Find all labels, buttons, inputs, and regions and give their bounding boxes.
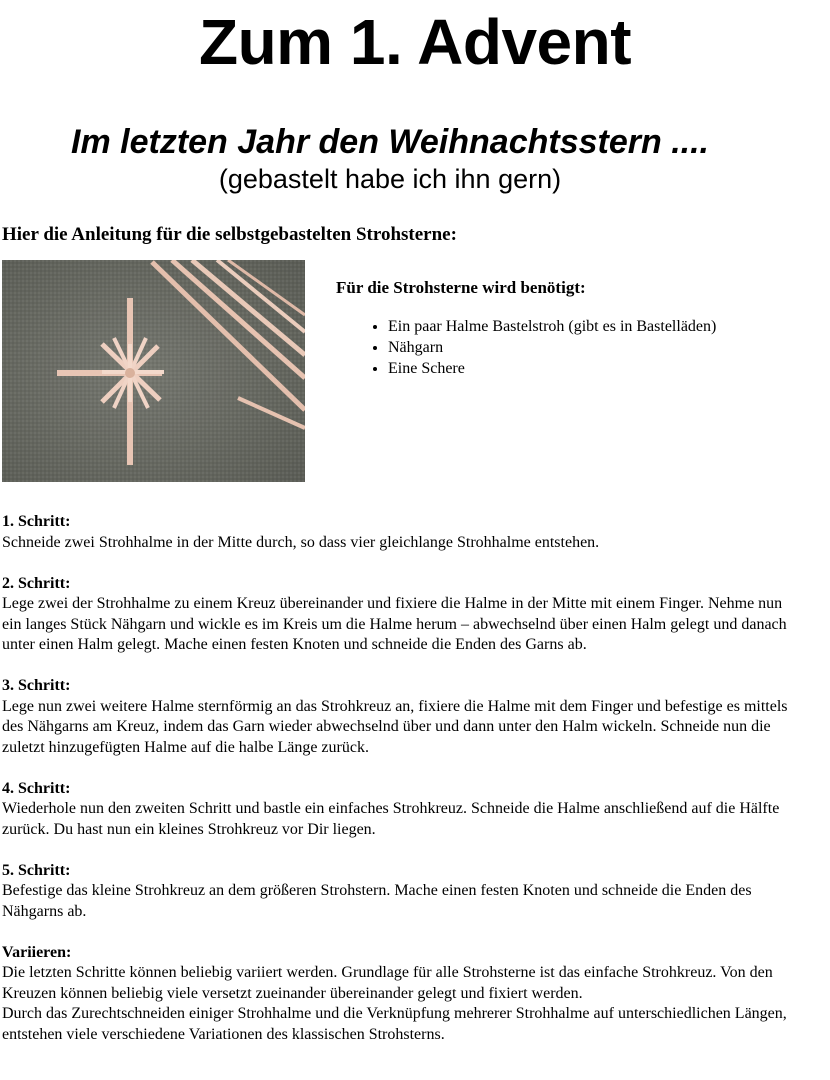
step-text: Wiederhole nun den zweiten Schritt und bastle ein einfaches Strohkreuz. Schneide die Halme anschließend auf die Hälfte zurück. Du hast nun ein kleines Strohkreuz vor Dir liegen. [2,800,780,838]
step-text: Befestige das kleine Strohkreuz an dem größeren Strohstern. Mache einen festen Knoten und schneide die Enden des Nähgarns ab. [2,882,752,920]
step-title: 4. Schritt: [2,779,71,797]
step-variations [2,943,792,1046]
step-5 [2,861,792,923]
step-3 [2,676,792,758]
step-title: 5. Schritt: [2,861,71,879]
step-text: Lege nun zwei weitere Halme sternförmig an das Strohkreuz an, fixiere die Halme mit dem Finger und befestige es mittels des Nähgarns am Kreuz, indem das Garn wieder abwechselnd über und dann unter den Halm wickeln. Schneide nun die zuletzt hinzugefügten Halme auf die halbe Länge zurück. [2,697,788,756]
step-text: Schneide zwei Strohhalme in der Mitte durch, so dass vier gleichlange Strohhalme entstehen. [2,533,600,551]
step-text: Durch das Zurechtschneiden einiger Strohhalme und die Verknüpfung mehrerer Strohhalme auf unterschiedlichen Längen, entstehen viele verschiedene Variationen des klassischen Strohsterns. [2,1005,787,1043]
step-title: 2. Schritt: [2,574,71,592]
step-text: Lege zwei der Strohhalme zu einem Kreuz übereinander und fixiere die Halme in der Mitte mit einem Finger. Nehme nun ein langes Stück Nähgarn und wickle es im Kreis um die Halme herum – abwechselnd über einen Halm gelegt und danach unter einen Halm gelegt. Mache einen festen Knoten und schneide die Enden des Garns ab. [2,595,787,653]
materials-item: • Ein paar Halme Bastelstroh (gibt es in Bastelläden) [388,316,816,337]
materials-list [336,316,816,379]
step-1 [2,512,792,553]
instructions [2,512,792,1066]
intro-heading: Hier die Anleitung für die selbstgebastelten Strohsterne: [2,224,457,245]
materials-item: • Nähgarn [388,337,816,358]
step-title: 3. Schritt: [2,677,71,694]
step-text: Die letzten Schritte können beliebig variiert werden. Grundlage für alle Strohsterne ist das einfache Strohkreuz. Von den Kreuzen können beliebig viele versetzt zueinander übereinander gelegt und fixiert werden. [2,964,773,1002]
step-title: 1. Schritt: [2,513,71,530]
straw-star-photo [2,260,305,482]
step-2 [2,574,792,656]
materials-section [336,278,816,379]
step-4 [2,779,792,841]
page-subnote: (gebastelt habe ich ihn gern) [218,164,562,194]
step-title: Variieren: [2,943,72,961]
page-title: Zum 1. Advent [198,6,632,78]
page-subtitle: Im letzten Jahr den Weihnachtsstern .... [71,123,709,161]
materials-item: • Eine Schere [388,358,816,379]
materials-heading: Für die Strohsterne wird benötigt: [336,278,586,297]
